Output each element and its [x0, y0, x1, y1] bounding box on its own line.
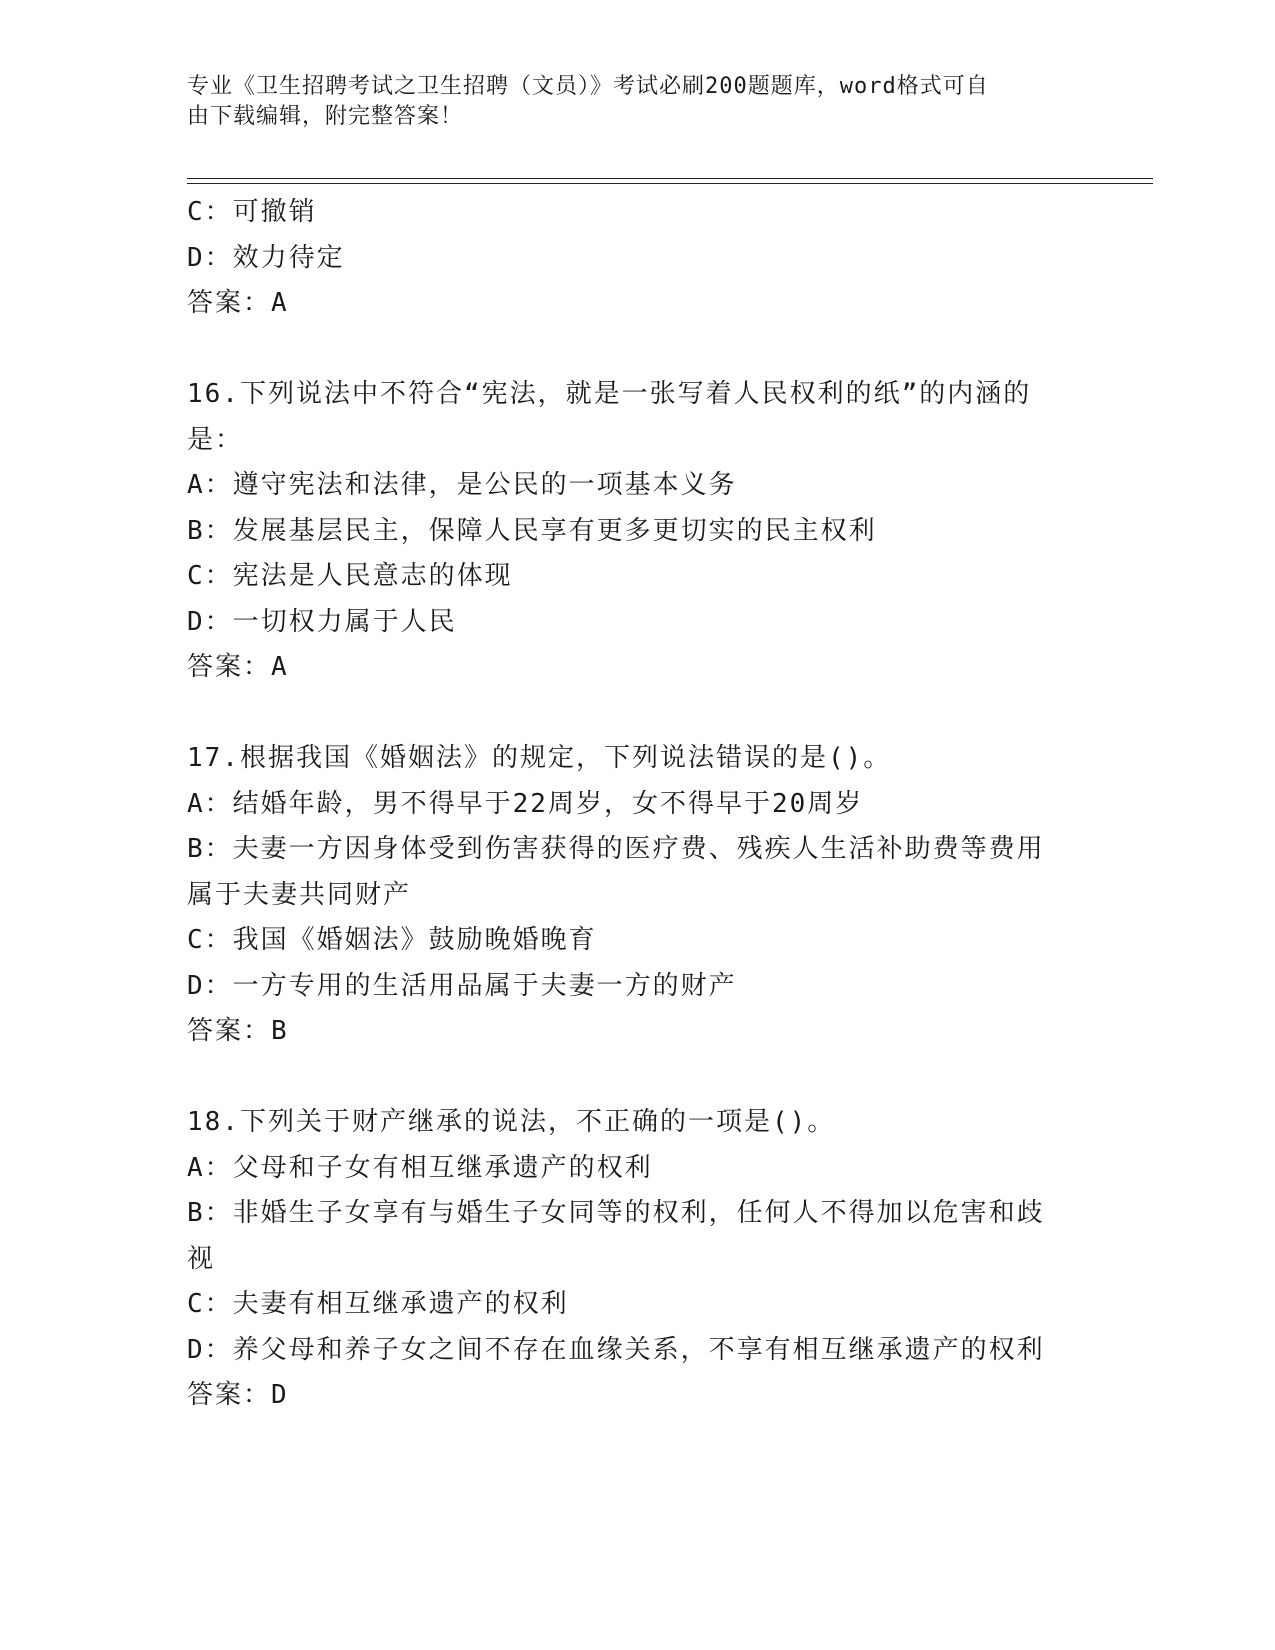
option-c: C：可撤销	[187, 197, 317, 227]
header-divider-top	[187, 178, 1153, 179]
question-stem: 16.下列说法中不符合“宪法，就是一张写着人民权利的纸”的内涵的	[187, 379, 1032, 409]
answer-line: 答案：B	[187, 1016, 289, 1046]
option-a: A：遵守宪法和法律，是公民的一项基本义务	[187, 470, 737, 500]
option-c: C：宪法是人民意志的体现	[187, 561, 513, 591]
answer-line: 答案：A	[187, 652, 289, 682]
header-line-2: 由下载编辑，附完整答案！	[187, 104, 464, 129]
spacer	[187, 1055, 1087, 1101]
option-d: D：一切权力属于人民	[187, 606, 457, 637]
question-list	[187, 190, 1087, 1419]
option-a: A：结婚年龄，男不得早于22周岁，女不得早于20周岁	[187, 788, 864, 819]
option-d: D：养父母和养子女之间不存在血缘关系，不享有相互继承遗产的权利	[187, 1334, 1045, 1365]
option-b: B：夫妻一方因身体受到伤害获得的医疗费、残疾人生活补助费等费用	[187, 834, 1045, 864]
question-16	[187, 372, 1087, 691]
question-stem: 17.根据我国《婚姻法》的规定，下列说法错误的是()。	[187, 743, 892, 773]
option-d: D：一方专用的生活用品属于夫妻一方的财产	[187, 970, 737, 1001]
question-stem-continued: 是：	[187, 424, 244, 455]
option-d: D：效力待定	[187, 242, 345, 273]
header-line-1: 专业《卫生招聘考试之卫生招聘（文员）》考试必刷200题题库，word格式可自	[187, 74, 989, 99]
option-b-continued: 属于夫妻共同财产	[187, 879, 412, 910]
question-stem: 18.下列关于财产继承的说法，不正确的一项是()。	[187, 1107, 836, 1137]
option-b: B：非婚生子女享有与婚生子女同等的权利，任何人不得加以危害和歧	[187, 1198, 1045, 1228]
question-15-continued	[187, 190, 1087, 327]
option-a: A：父母和子女有相互继承遗产的权利	[187, 1152, 653, 1183]
spacer	[187, 691, 1087, 737]
answer-line: 答案：A	[187, 288, 289, 318]
option-b: B：发展基层民主，保障人民享有更多更切实的民主权利	[187, 515, 877, 546]
option-c: C：夫妻有相互继承遗产的权利	[187, 1289, 569, 1319]
answer-line: 答案：D	[187, 1380, 289, 1410]
header-divider-bottom	[187, 183, 1153, 184]
question-18	[187, 1100, 1087, 1419]
spacer	[187, 327, 1087, 373]
question-17	[187, 736, 1087, 1055]
option-b-continued: 视	[187, 1243, 216, 1274]
option-c: C：我国《婚姻法》鼓励晚婚晚育	[187, 925, 597, 955]
document-header	[187, 72, 1067, 132]
